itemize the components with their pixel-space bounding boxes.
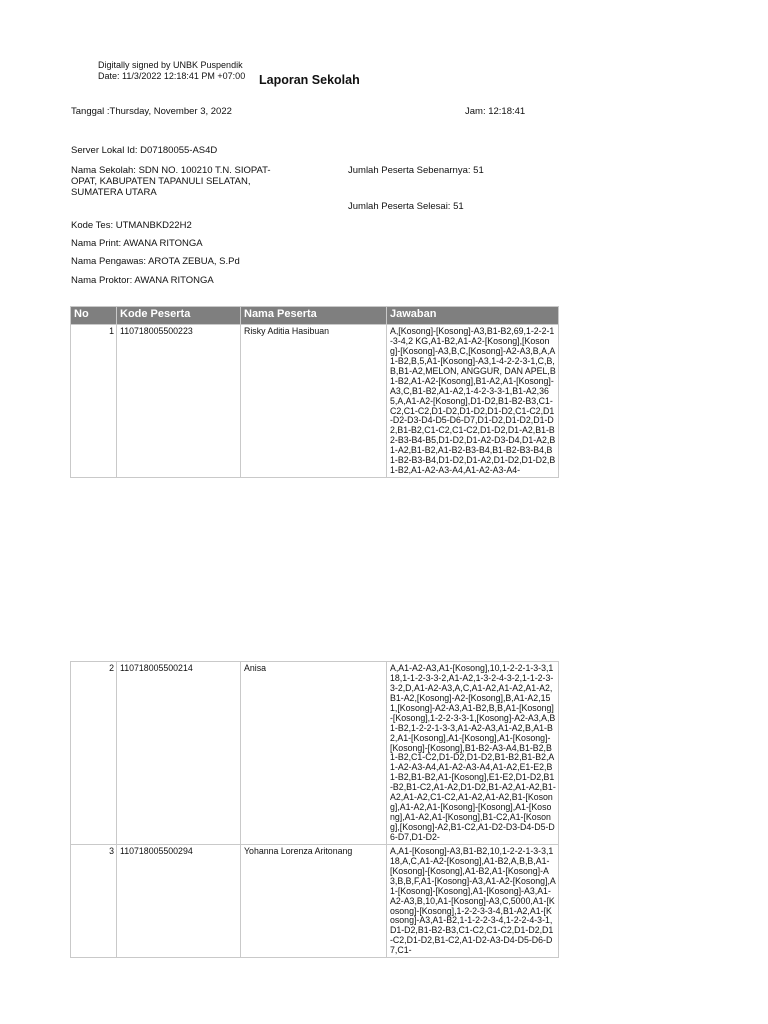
- row-kode-peserta: 110718005500214: [117, 662, 241, 845]
- header-nama-peserta: Nama Peserta: [241, 307, 387, 325]
- table-row: [71, 844, 559, 957]
- row-no: 1: [71, 325, 117, 478]
- row-kode-peserta: 110718005500294: [117, 844, 241, 957]
- row-no: 3: [71, 844, 117, 957]
- jam: Jam: 12:18:41: [465, 106, 526, 117]
- row-jawaban: A,A1-A2-A3,A1-[Kosong],10,1-2-2-1-3-3,118,1-1-2-3-3-2,A1-A2,1-3-2-4-3-2,1-1-2-3-3-2,D,A1-A2-A3,A,C,A1-A2,A1-A2,A1-A2,B1-A2,[Kosong]-A2-[Kosong],B,A1-A2,151,[Kosong]-A2-A3,A1-B2,B,B,A1-[Kosong]-[Kosong],1-2-2-3-3-1,[Kosong]-A2-A3,A,B1-B2,1-2-2-1-3-3,A1-A2-A3,A1-A2,B,A1-B2,A1-[Kosong],A1-[Kosong],A1-[Kosong]-[Kosong]-[Kosong],B1-B2-A3-A4,B1-B2,B1-B2,C1-C2,D1-D2,D1-D2,B1-B2,B1-B2,A1-A2-A3-A4,A1-A2-A3-A4,A1-A2,E1-E2,B1-B2,B1-B2,A1-[Kosong],E1-E2,D1-D2,B1-B2,B1-C2,A1-A2,D1-D2,B1-A2,A1-A2,B1-A2,A1-A2,C1-C2,A1-A2,A1-A2,B1-[Kosong],A1-A2,A1-[Kosong]-[Kosong],A1-[Kosong],A1-A2,A1-[Kosong],B1-C2,A1-[Kosong],[Kosong]-A2,B1-C2,A1-D2-D3-D4-D5-D6-D7,D1-D2-: [387, 662, 559, 845]
- signature-line-2: Date: 11/3/2022 12:18:41 PM +07:00: [98, 70, 246, 81]
- row-nama-peserta: Risky Aditia Hasibuan: [241, 325, 387, 478]
- tanggal: Tanggal :Thursday, November 3, 2022: [71, 106, 232, 117]
- row-jawaban: A,A1-[Kosong]-A3,B1-B2,10,1-2-2-1-3-3,118,A,C,A1-A2-[Kosong],A1-B2,A,B,B,A1-[Kosong]-[Kosong],A1-B2,A1-[Kosong]-A3,B,B,F,A1-[Kosong]-A3,A1-A2-[Kosong],A1-[Kosong]-[Kosong],A1-[Kosong]-A3,A1-A2-A3,B,10,A1-[Kosong]-A3,C,5000,A1-[Kosong]-[Kosong],1-2-2-3-3-4,B1-A2,A1-[Kosong]-A3,A1-B2,1-1-2-2-3-4,1-2-2-4-3-1,D1-D2,B1-B2-B3,C1-C2,C1-C2,D1-D2,D1-C2,D1-D2,B1-C2,A1-D2-A3-D4-D5-D6-D7,C1-: [387, 844, 559, 957]
- nama-sekolah: Nama Sekolah: SDN NO. 100210 T.N. SIOPAT-OPAT, KABUPATEN TAPANULI SELATAN, SUMATERA UTARA: [71, 165, 271, 199]
- nama-print: Nama Print: AWANA RITONGA: [71, 238, 203, 249]
- table-row: [71, 325, 559, 478]
- page-title: Laporan Sekolah: [259, 73, 360, 87]
- kode-tes: Kode Tes: UTMANBKD22H2: [71, 220, 192, 231]
- server-lokal-id: Server Lokal Id: D07180055-AS4D: [71, 145, 218, 156]
- results-table: [70, 306, 559, 478]
- row-nama-peserta: Anisa: [241, 662, 387, 845]
- signature-line-1: Digitally signed by UNBK Puspendik: [98, 60, 243, 70]
- header-kode-peserta: Kode Peserta: [117, 307, 241, 325]
- row-no: 2: [71, 662, 117, 845]
- table-row: [71, 662, 559, 845]
- row-nama-peserta: Yohanna Lorenza Aritonang: [241, 844, 387, 957]
- results-table-continued: [70, 661, 559, 958]
- row-jawaban: A,[Kosong]-[Kosong]-A3,B1-B2,69,1-2-2-1-3-4,2 KG,A1-B2,A1-A2-[Kosong],[Kosong]-[Kosong]-A3,B,C,[Kosong]-A2-A3,B,A,A1-B2,B,5,A1-[Kosong]-A3,1-4-2-2-3-1,C,B,B,B1-A2,MELON, ANGGUR, DAN APEL,B1-B2,A1-A2-[Kosong],B1-A2,A1-[Kosong]-A3,C,B1-B2,A1-A2,1-4-2-3-3-1,B1-A2,365,A,A1-A2-[Kosong],D1-D2,B1-B2-B3,C1-C2,C1-C2,D1-D2,D1-D2,D1-D2,C1-C2,D1-D2-D3-D4-D5-D6-D7,D1-D2,D1-D2,D1-D2,B1-B2,C1-C2,C1-C2,D1-D2,D1-A2,B1-B2-B3-B4-B5,D1-D2,D1-A2-D3-D4,D1-A2,B1-A2,B1-B2,A1-B2-B3-B4,B1-B2-B3-B4,B1-B2-B3-B4,D1-D2,D1-A2,D1-D2,D1-D2,B1-B2,A1-A2-A3-A4,A1-A2-A3-A4-: [387, 325, 559, 478]
- digital-signature: [98, 60, 245, 82]
- jumlah-peserta-sebenarnya: Jumlah Peserta Sebenarnya: 51: [348, 165, 484, 176]
- nama-proktor: Nama Proktor: AWANA RITONGA: [71, 275, 214, 286]
- row-kode-peserta: 110718005500223: [117, 325, 241, 478]
- header-jawaban: Jawaban: [387, 307, 559, 325]
- jumlah-peserta-selesai: Jumlah Peserta Selesai: 51: [348, 201, 464, 212]
- nama-pengawas: Nama Pengawas: AROTA ZEBUA, S.Pd: [71, 256, 240, 267]
- header-no: No: [71, 307, 117, 325]
- table-header-row: [71, 307, 559, 325]
